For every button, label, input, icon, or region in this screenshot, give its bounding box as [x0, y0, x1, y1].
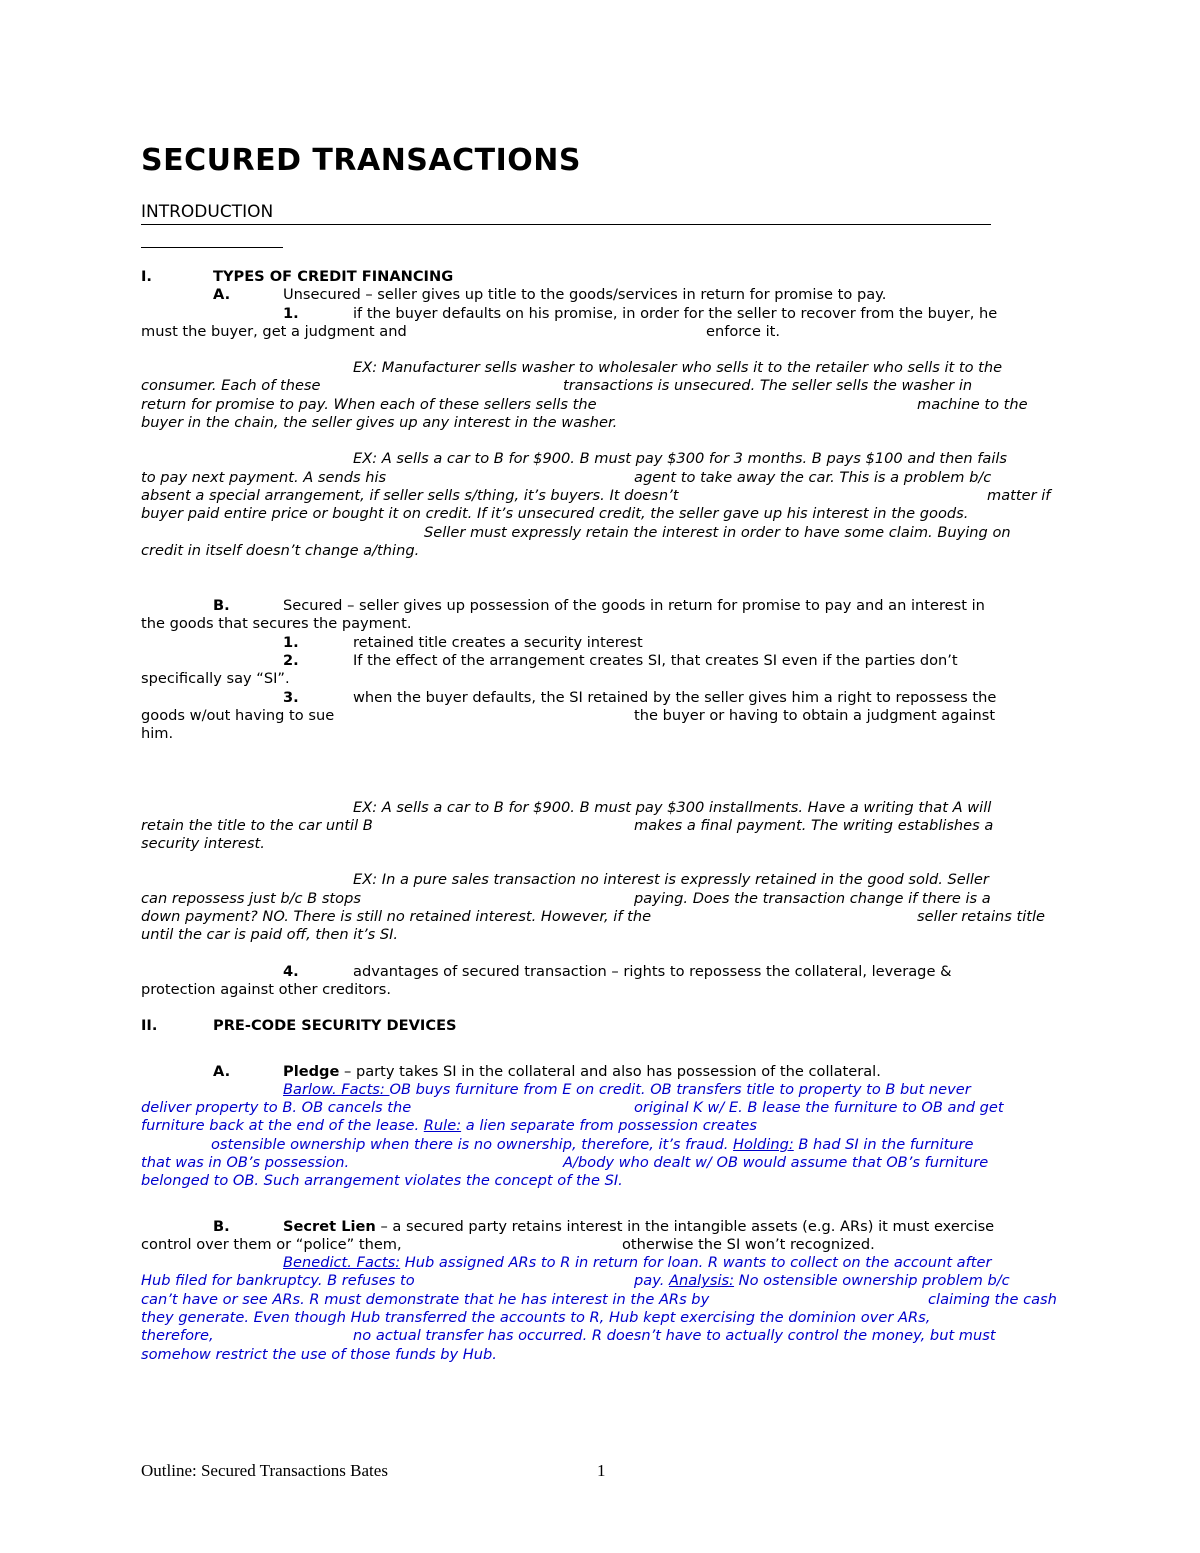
item-2a — [141, 1063, 1059, 1081]
case-barlow-line-2a: deliver property to B. OB cancels the — [141, 1099, 412, 1117]
intro-underline — [141, 247, 283, 248]
case-benedict-line-2c: No ostensible ownership problem b/c — [734, 1272, 1010, 1290]
item-1a — [141, 286, 1059, 304]
item-1b1-text: retained title creates a security interest — [353, 633, 643, 651]
case-benedict-name: Benedict. Facts: — [283, 1254, 401, 1272]
example-3-line-2b: makes a final payment. The writing establishes a — [634, 816, 994, 834]
example-4 — [141, 871, 1059, 944]
item-1b2-text: If the effect of the arrangement creates SI, that creates SI even if the parties don’t — [353, 652, 958, 670]
item-1b2-cont: specifically say “SI”. — [141, 670, 290, 688]
item-1b-text: Secured – seller gives up possession of the goods in return for promise to pay and an interest in — [283, 597, 985, 615]
case-barlow-line-6: belonged to OB. Such arrangement violates the concept of the SI. — [141, 1172, 623, 1190]
example-2-line-3a: absent a special arrangement, if seller sells s/thing, it’s buyers. It doesn’t — [141, 486, 679, 504]
example-1-line-4: buyer in the chain, the seller gives up any interest in the washer. — [141, 414, 618, 432]
case-benedict-line-5a: therefore, — [141, 1327, 214, 1345]
example-4-line-4: until the car is paid off, then it’s SI. — [141, 926, 399, 944]
example-2-line-4: buyer paid entire price or bought it on credit. If it’s unsecured credit, the seller gave up his interest in the goods. — [141, 505, 969, 523]
example-1-line-3a: return for promise to pay. When each of these sellers sells the — [141, 395, 597, 413]
item-1b1-label: 1. — [283, 633, 299, 651]
item-2b-text: – a secured party retains interest in the intangible assets (e.g. ARs) it must exercise — [375, 1217, 995, 1235]
example-2-line-5: Seller must expressly retain the interest in order to have some claim. Buying on — [424, 523, 1011, 541]
case-barlow-holding: Holding: — [733, 1135, 794, 1153]
example-2-line-2b: agent to take away the car. This is a problem b/c — [634, 468, 992, 486]
footer-text: Outline: Secured Transactions Bates — [141, 1461, 388, 1480]
example-3-line-3: security interest. — [141, 835, 265, 853]
item-2b-term: Secret Lien — [283, 1217, 376, 1235]
intro-heading: INTRODUCTION — [141, 202, 991, 225]
case-barlow-line-4b: B had SI in the furniture — [793, 1135, 974, 1153]
document-title: SECURED TRANSACTIONS — [141, 143, 581, 178]
item-2b — [141, 1218, 1059, 1255]
section-2-number: II. — [141, 1017, 158, 1035]
example-3 — [141, 799, 1059, 854]
item-2a-term: Pledge — [283, 1062, 340, 1080]
example-1-line-2b: transactions is unsecured. The seller sells the washer in — [563, 377, 973, 395]
example-4-line-2a: can repossess just b/c B stops — [141, 889, 361, 907]
page-footer — [141, 1461, 661, 1481]
example-4-line-3a: down payment? NO. There is still no retained interest. However, if the — [141, 908, 652, 926]
case-benedict-line-4: they generate. Even though Hub transferred the accounts to R, Hub kept exercising the dominion over ARs, — [141, 1309, 931, 1327]
item-2b-label: B. — [213, 1217, 230, 1235]
item-2b-line-2b: otherwise the SI won’t recognized. — [622, 1235, 875, 1253]
item-1b3-text: when the buyer defaults, the SI retained by the seller gives him a right to repossess the — [353, 688, 997, 706]
case-barlow-line-3a: furniture back at the end of the lease. — [141, 1117, 424, 1135]
document-body — [141, 268, 1059, 1364]
page-number: 1 — [597, 1461, 606, 1480]
example-2 — [141, 450, 1059, 560]
case-barlow-line-4a: ostensible ownership when there is no ownership, therefore, it’s fraud. — [211, 1135, 734, 1153]
item-1a1 — [141, 305, 1059, 342]
case-barlow — [141, 1081, 1059, 1191]
section-2-title: PRE-CODE SECURITY DEVICES — [213, 1017, 457, 1035]
example-1-line-3b: machine to the — [917, 395, 1028, 413]
item-1b3-line-3: him. — [141, 725, 174, 743]
example-4-line-2b: paying. Does the transaction change if there is a — [634, 889, 991, 907]
item-1b3 — [141, 689, 1059, 744]
item-1b3-label: 3. — [283, 688, 299, 706]
item-1a-label: A. — [213, 286, 231, 304]
item-1a1-cont2: enforce it. — [706, 322, 781, 340]
item-1a-text: Unsecured – seller gives up title to the goods/services in return for promise to pay. — [283, 286, 887, 304]
example-2-line-6: credit in itself doesn’t change a/thing. — [141, 541, 420, 559]
case-barlow-line-5b: A/body who dealt w/ OB would assume that OB’s furniture — [563, 1153, 989, 1171]
item-2a-text: – party takes SI in the collateral and also has possession of the collateral. — [339, 1062, 881, 1080]
example-2-line-1: EX: A sells a car to B for $900. B must pay $300 for 3 months. B pays $100 and then fails — [353, 450, 1008, 468]
section-2-heading — [141, 1017, 1059, 1035]
item-1b4-cont: protection against other creditors. — [141, 980, 392, 998]
item-1a1-label: 1. — [283, 304, 299, 322]
example-2-line-2a: to pay next payment. A sends his — [141, 468, 387, 486]
item-2b-line-2a: control over them or “police” them, — [141, 1235, 402, 1253]
example-1-line-2a: consumer. Each of these — [141, 377, 321, 395]
example-4-line-1: EX: In a pure sales transaction no interest is expressly retained in the good sold. Seller — [353, 871, 989, 889]
case-benedict-line-3b: claiming the cash — [928, 1290, 1057, 1308]
example-2-line-3b: matter if — [987, 486, 1051, 504]
case-benedict-line-3a: can’t have or see ARs. R must demonstrate that he has interest in the ARs by — [141, 1290, 710, 1308]
case-barlow-line-2b: original K w/ E. B lease the furniture to OB and get — [634, 1099, 1004, 1117]
case-barlow-line-1: OB buys furniture from E on credit. OB transfers title to property to B but never — [389, 1080, 971, 1098]
case-barlow-name: Barlow. Facts: — [283, 1080, 390, 1098]
case-barlow-line-3b: a lien separate from possession creates — [461, 1117, 758, 1135]
example-4-line-3b: seller retains title — [917, 908, 1046, 926]
example-1 — [141, 359, 1059, 432]
item-1b2-label: 2. — [283, 652, 299, 670]
case-benedict-line-5b: no actual transfer has occurred. R doesn’t have to actually control the money, but must — [353, 1327, 996, 1345]
case-benedict-line-2a: Hub filed for bankruptcy. B refuses to — [141, 1272, 415, 1290]
item-1b3-line-2b: the buyer or having to obtain a judgment against — [634, 706, 996, 724]
section-1-title: TYPES OF CREDIT FINANCING — [213, 268, 454, 285]
case-benedict-line-6: somehow restrict the use of those funds by Hub. — [141, 1345, 497, 1363]
example-3-line-2a: retain the title to the car until B — [141, 816, 373, 834]
item-1b1 — [141, 634, 1059, 652]
section-1-number: I. — [141, 268, 152, 285]
item-1b3-line-2a: goods w/out having to sue — [141, 706, 335, 724]
item-1b4-text: advantages of secured transaction – rights to repossess the collateral, leverage & — [353, 962, 952, 980]
item-2a-label: A. — [213, 1062, 231, 1080]
item-1b-cont: the goods that secures the payment. — [141, 615, 412, 633]
case-benedict-line-1: Hub assigned ARs to R in return for loan. R wants to collect on the account after — [400, 1254, 992, 1272]
section-1-heading — [141, 268, 1059, 286]
item-1a1-cont1: must the buyer, get a judgment and — [141, 322, 407, 340]
item-1b2 — [141, 652, 1059, 689]
item-1b-label: B. — [213, 597, 230, 615]
item-1b — [141, 597, 1059, 634]
example-3-line-1: EX: A sells a car to B for $900. B must pay $300 installments. Have a writing that A will — [353, 798, 992, 816]
example-1-line-1: EX: Manufacturer sells washer to wholesaler who sells it to the retailer who sells it to the — [353, 359, 1003, 377]
item-1b4-label: 4. — [283, 962, 299, 980]
case-barlow-rule: Rule: — [423, 1117, 462, 1135]
case-benedict-line-2b: pay. — [634, 1272, 669, 1290]
case-benedict — [141, 1254, 1059, 1364]
case-barlow-line-5a: that was in OB’s possession. — [141, 1153, 350, 1171]
item-1a1-text: if the buyer defaults on his promise, in order for the seller to recover from the buyer, he — [353, 304, 998, 322]
case-benedict-analysis: Analysis: — [669, 1272, 735, 1290]
item-1b4 — [141, 963, 1059, 1000]
